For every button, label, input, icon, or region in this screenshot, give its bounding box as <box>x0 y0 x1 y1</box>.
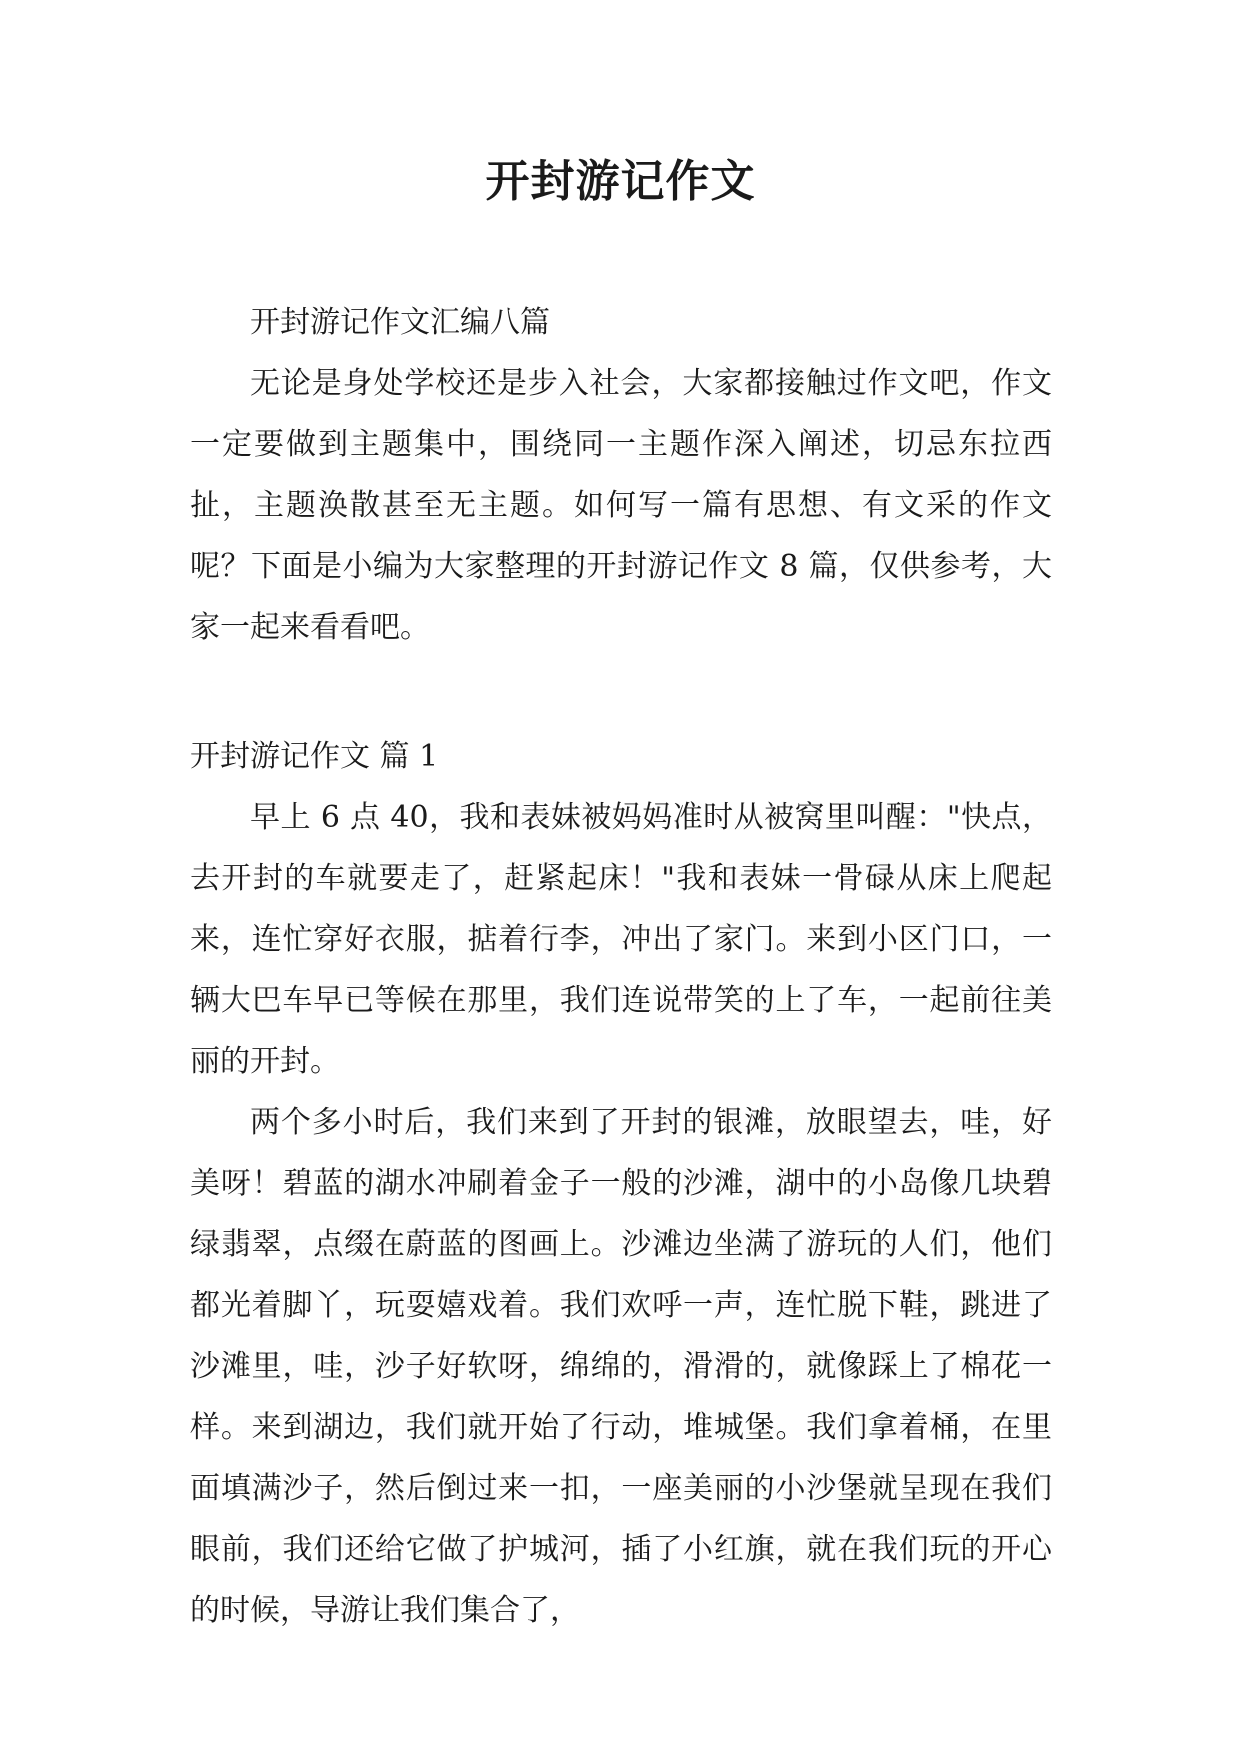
document-subtitle: 开封游记作文汇编八篇 <box>250 305 550 340</box>
document-body <box>190 292 1052 1641</box>
document-title: 开封游记作文 <box>485 156 756 207</box>
section-paragraph-1: 早上 6 点 40，我和表妹被妈妈准时从被窝里叫醒："快点，去开封的车就要走了，赶紧起床！"我和表妹一骨碌从床上爬起来，连忙穿好衣服，掂着行李，冲出了家门。来到小区门口，一辆大巴车早已等候在那里，我们连说带笑的上了车，一起前往美丽的开封。 <box>190 800 1052 1079</box>
section-paragraph-2: 两个多小时后，我们来到了开封的银滩，放眼望去，哇，好美呀！碧蓝的湖水冲刷着金子一般的沙滩，湖中的小岛像几块碧绿翡翠，点缀在蔚蓝的图画上。沙滩边坐满了游玩的人们，他们都光着脚丫，玩耍嬉戏着。我们欢呼一声，连忙脱下鞋，跳进了沙滩里，哇，沙子好软呀，绵绵的，滑滑的，就像踩上了棉花一样。来到湖边，我们就开始了行动，堆城堡。我们拿着桶，在里面填满沙子，然后倒过来一扣，一座美丽的小沙堡就呈现在我们眼前，我们还给它做了护城河，插了小红旗，就在我们玩的开心的时候，导游让我们集合了， <box>190 1105 1052 1628</box>
intro-paragraph: 无论是身处学校还是步入社会，大家都接触过作文吧，作文一定要做到主题集中，围绕同一主题作深入阐述，切忌东拉西扯，主题涣散甚至无主题。如何写一篇有思想、有文采的作文呢？下面是小编为大家整理的开封游记作文 8 篇，仅供参考，大家一起来看看吧。 <box>190 366 1052 645</box>
section-gap <box>190 658 1052 726</box>
section-heading: 开封游记作文 篇 1 <box>190 739 439 774</box>
